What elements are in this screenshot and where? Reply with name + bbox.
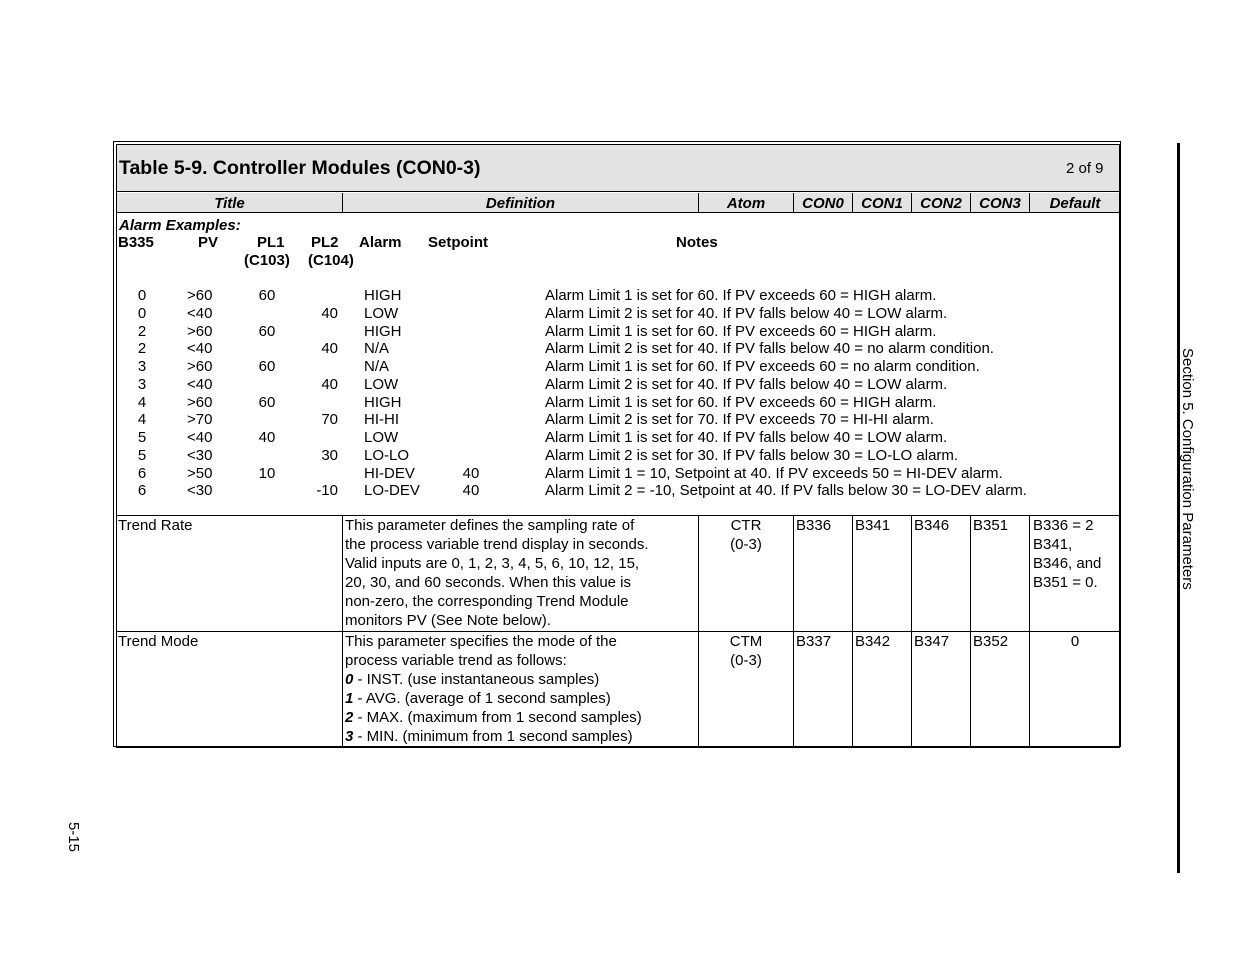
trend-mode-option (345, 690, 611, 707)
alarm-row-pl2: 40 (321, 304, 338, 322)
header-title: Title (214, 195, 245, 212)
table-title: Table 5-9. Controller Modules (CON0-3) (119, 157, 481, 179)
trend-rate-definition-line: the process variable trend display in seconds. (345, 536, 649, 553)
alarm-row-pv: >50 (187, 464, 213, 482)
alarm-row-pl2: -10 (316, 482, 338, 500)
alarm-row-note: Alarm Limit 1 is set for 60. If PV exceeds 60 = HIGH alarm. (545, 322, 937, 340)
trend-rate-atom-range: (0-3) (730, 536, 762, 553)
alarm-row-note: Alarm Limit 2 is set for 40. If PV falls below 40 = no alarm condition. (545, 340, 994, 358)
alarm-row-note: Alarm Limit 2 is set for 40. If PV falls below 40 = LOW alarm. (545, 375, 948, 393)
trend-rate-definition-line: 20, 30, and 60 seconds. When this value is (345, 574, 632, 591)
alarm-row-alarm: N/A (364, 358, 390, 375)
alarm-row-note: Alarm Limit 2 is set for 40. If PV falls below 40 = LOW alarm. (545, 304, 948, 322)
trend-rate-con1: B341 (855, 517, 891, 534)
trend-mode-con3: B352 (973, 633, 1009, 650)
alarm-row-pv: >60 (187, 393, 213, 411)
alarm-row-alarm: HIGH (364, 393, 402, 411)
trend-mode-title: Trend Mode (118, 633, 199, 650)
header-divider (342, 193, 343, 213)
alarm-row-b335: 2 (137, 340, 147, 358)
alarm-row-pv: >60 (187, 358, 213, 375)
trend-rate-definition-line: non-zero, the corresponding Trend Module (345, 593, 629, 610)
header-default: Default (1049, 195, 1101, 212)
alarm-row-pl2: 70 (321, 411, 338, 429)
alarm-row-alarm: HIGH (364, 322, 402, 340)
alarm-row-b335: 6 (137, 464, 147, 482)
alarm-row-alarm: LOW (364, 429, 399, 446)
alarm-row-alarm: LOW (364, 304, 399, 322)
trend-rate-definition-line: Valid inputs are 0, 1, 2, 3, 4, 5, 6, 10, 12, 15, (345, 555, 640, 572)
alarm-row-pv: <40 (187, 304, 213, 322)
header-divider (793, 193, 794, 213)
column-divider (342, 515, 343, 747)
alarm-row-pv: <30 (187, 482, 213, 500)
alarm-examples-heading: Alarm Examples: (119, 217, 241, 234)
alarm-row-note: Alarm Limit 1 is set for 40. If PV falls below 40 = LOW alarm. (545, 429, 948, 446)
trend-mode-con0: B337 (796, 633, 832, 650)
trend-mode-option-text: - AVG. (average of 1 second samples) (353, 690, 611, 707)
alarm-row-alarm: LO-DEV (364, 482, 420, 500)
col-notes-label: Notes (676, 234, 718, 251)
alarm-row-alarm: N/A (364, 340, 390, 358)
alarm-row-note: Alarm Limit 1 is set for 60. If PV exceeds 60 = HIGH alarm. (545, 287, 937, 304)
col-alarm-label: Alarm (359, 234, 402, 251)
col-setpoint-label: Setpoint (428, 234, 488, 251)
table-page-indicator: 2 of 9 (1066, 160, 1104, 177)
alarm-row-pv: >60 (187, 287, 213, 304)
header-con0: CON0 (802, 195, 844, 212)
alarm-row-b335: 4 (137, 411, 147, 429)
trend-rate-default-line: B336 = 2 (1033, 517, 1094, 534)
trend-mode-option-text: - MAX. (maximum from 1 second samples) (353, 709, 642, 726)
alarm-row-pl2: 40 (321, 375, 338, 393)
alarm-row-pl2: 40 (321, 340, 338, 358)
alarm-row-pl2: 30 (321, 446, 338, 464)
alarm-row-b335: 0 (137, 304, 147, 322)
trend-mode-option-key: 1 (345, 690, 354, 707)
trend-mode-option (345, 671, 599, 688)
alarm-row-alarm: HI-DEV (364, 464, 415, 482)
alarm-row-pl1: 60 (258, 287, 276, 304)
alarm-row-b335: 2 (137, 322, 147, 340)
trend-mode-option-text: - MIN. (minimum from 1 second samples) (353, 728, 633, 745)
alarm-row-pv: <40 (187, 340, 213, 358)
alarm-row-pv: >60 (187, 322, 213, 340)
alarm-row-note: Alarm Limit 2 is set for 30. If PV falls below 30 = LO-LO alarm. (545, 446, 959, 464)
trend-mode-option-key: 3 (345, 728, 354, 745)
alarm-row-b335: 3 (137, 375, 147, 393)
header-divider (970, 193, 971, 213)
col-pl1-label: PL1 (257, 234, 285, 251)
col-pl2-label: PL2 (311, 234, 339, 251)
trend-mode-definition-line: This parameter specifies the mode of the (345, 633, 617, 650)
trend-mode-default: 0 (1070, 633, 1080, 650)
col-pv-label: PV (198, 234, 219, 251)
trend-rate-default-line: B341, (1033, 536, 1073, 553)
alarm-row-note: Alarm Limit 1 = 10, Setpoint at 40. If PV exceeds 50 = HI-DEV alarm. (545, 464, 1003, 482)
trend-mode-atom: CTM (729, 633, 763, 650)
column-divider (970, 515, 971, 747)
alarm-row-pv: <40 (187, 375, 213, 393)
alarm-row-pl1: 60 (258, 358, 276, 375)
column-divider (911, 515, 912, 747)
col-b335-label: B335 (118, 234, 154, 251)
header-con3: CON3 (979, 195, 1021, 212)
alarm-row-note: Alarm Limit 1 is set for 60. If PV exceeds 60 = HIGH alarm. (545, 393, 937, 411)
header-con2: CON2 (920, 195, 962, 212)
trend-mode-option (345, 728, 633, 745)
col-pl2-sub-label: (C104) (308, 252, 354, 269)
trend-mode-con1: B342 (855, 633, 891, 650)
column-divider (852, 515, 853, 747)
trend-rate-con2: B346 (914, 517, 950, 534)
trend-rate-title: Trend Rate (118, 517, 193, 534)
header-divider (698, 193, 699, 213)
alarm-row-pl1: 60 (258, 322, 276, 340)
alarm-row-pl1: 10 (258, 464, 276, 482)
section-side-label: Section 5. Configuration Parameters (1179, 348, 1196, 590)
alarm-row-note: Alarm Limit 2 = -10, Setpoint at 40. If PV falls below 30 = LO-DEV alarm. (545, 482, 1027, 500)
header-divider (1029, 193, 1030, 213)
alarm-row-b335: 5 (137, 429, 147, 446)
alarm-row-note: Alarm Limit 2 is set for 70. If PV exceeds 70 = HI-HI alarm. (545, 411, 934, 429)
header-divider (911, 193, 912, 213)
alarm-row-pl1: 40 (258, 429, 276, 446)
trend-rate-con0: B336 (796, 517, 832, 534)
trend-mode-definition-line: process variable trend as follows: (345, 652, 567, 669)
alarm-row-b335: 3 (137, 358, 147, 375)
trend-mode-option-key: 0 (345, 671, 354, 688)
header-atom: Atom (726, 195, 766, 212)
alarm-row-pl1: 60 (258, 393, 276, 411)
col-pl1-sub-label: (C103) (244, 252, 290, 269)
trend-rate-default-line: B351 = 0. (1033, 574, 1098, 591)
alarm-row-setpoint: 40 (462, 464, 480, 482)
trend-mode-option (345, 709, 642, 726)
trend-mode-option-key: 2 (345, 709, 354, 726)
trend-rate-con3: B351 (973, 517, 1009, 534)
alarm-row-b335: 5 (137, 446, 147, 464)
alarm-row-note: Alarm Limit 1 is set for 60. If PV exceeds 60 = no alarm condition. (545, 358, 980, 375)
alarm-row-alarm: LOW (364, 375, 399, 393)
header-divider (852, 193, 853, 213)
trend-mode-option-text: - INST. (use instantaneous samples) (353, 671, 600, 688)
alarm-row-pv: >70 (187, 411, 213, 429)
header-con1: CON1 (861, 195, 903, 212)
column-divider (793, 515, 794, 747)
alarm-row-pv: <30 (187, 446, 213, 464)
alarm-row-b335: 6 (137, 482, 147, 500)
trend-rate-definition-line: This parameter defines the sampling rate of (345, 517, 635, 534)
page-number: 5-15 (65, 822, 82, 853)
trend-rate-atom: CTR (730, 517, 762, 534)
header-definition: Definition (485, 195, 556, 212)
alarm-row-alarm: LO-LO (364, 446, 410, 464)
alarm-row-setpoint: 40 (462, 482, 480, 500)
alarm-row-b335: 0 (137, 287, 147, 304)
alarm-row-alarm: HI-HI (364, 411, 399, 429)
column-divider (1029, 515, 1030, 747)
alarm-row-pv: <40 (187, 429, 213, 446)
alarm-row-b335: 4 (137, 393, 147, 411)
trend-mode-atom-range: (0-3) (730, 652, 762, 669)
trend-rate-default-line: B346, and (1033, 555, 1102, 572)
trend-mode-con2: B347 (914, 633, 950, 650)
alarm-row-alarm: HIGH (364, 287, 402, 304)
trend-rate-definition-line: monitors PV (See Note below). (345, 612, 551, 629)
